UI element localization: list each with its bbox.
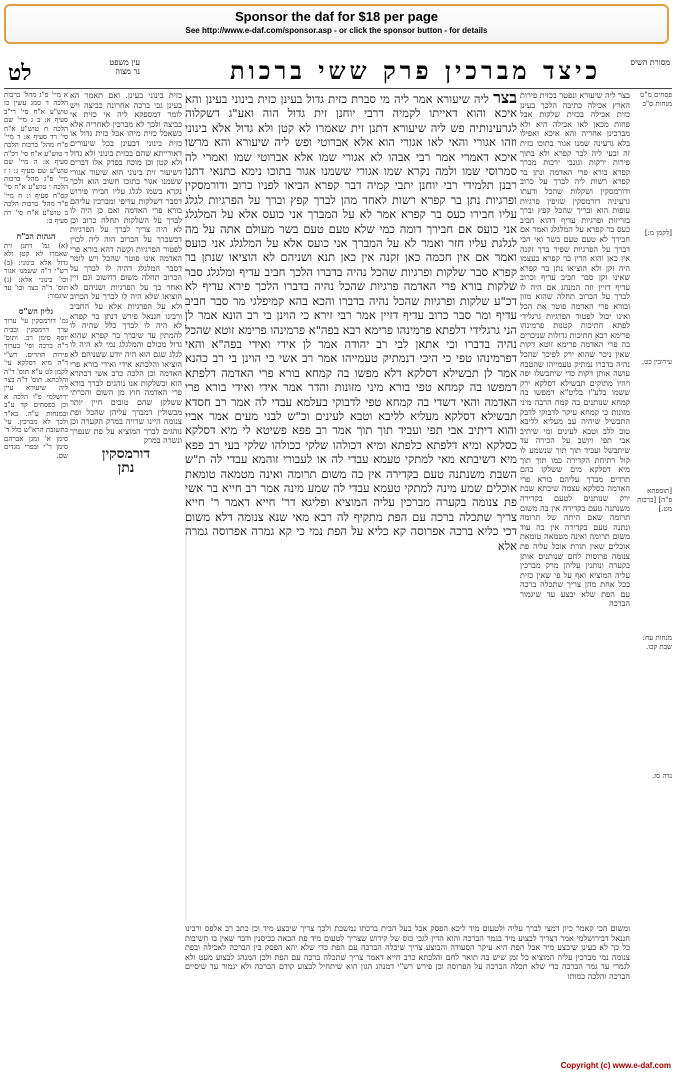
ein-mishpat-text: א מיי' פ"ג מהל' ברכות הלכה ד סמג עשין כז טוש"ע א"ח סי' רי"ב סעיף א: ב ג מיי' שם הלכה ח טוש"ע א"ח סי' רד סעיף א: ד מיי' פ"ח מהל' ברכות הלכה ד טוש"ע א"ח סי' רכ"ה סעיף א: ה מיי' שם טוש"ע שם סעיף ג: ו ז מיי' פ"ג מהל' ברכות הלכה י טוש"ע א"ח סי' קס"ח סעיף ו: ח מיי' פ"ד מהל' ברכות הלכה ב טוש"ע א"ח סי' רה סעיף ב: [4, 91, 68, 226]
bottom-commentary-text: ומשום הכי קאמר כיון דמצי לברך עליה ולטעום מיד ליכא הפסק אבל בעל הבית ברכתו נמשכת ולכך צריך שיבצע מיד וכן כתב רב אלפס ורבינו חננאל דבירושלמי אמר דצריך לבצוע מיד בגמר הברכה והוא הדין לגבי כוס של קידוש שצריך לטעום מיד פת הבאה בכיסנין ודבר שאין בו חשיבות כל כך לא בעינן שיבצע מיד אבל הפת היא עיקר הסעודה והבוצע צריך שיכלה הברכה עם הפת כדי שלא יהא הפסק בין הברכה לאכילה ובפת צנומה נמי מברכין עליה המוציא כל זמן שיש בה תואר לחם והלכתא כרב חייא דאמר צריך שתכלה ברכה עם הפת ולכן המנהג לבצוע מעט ולא לגמרי עד גמר הברכה כדי שלא תכלה הברכה על הפרוסה וכן פירש רש"י דמנהג הגון הוא שיתחיל לבצוע קודם הברכה ולא יגמור עד שיסיים הברכה והלכה כמותו [185, 924, 630, 981]
gemara-opening-word: בצר [493, 91, 517, 107]
margin-ref: נדה סז. [651, 772, 672, 780]
page-title: כיצד מברכין פרק ששי ברכות [230, 56, 602, 85]
sponsor-subtitle[interactable]: See http://www.e-daf.com/sponsor.asp - or click the sponsor button - for details [185, 26, 488, 35]
hagahot-habach-text: (א) גמ' דתנן זית שאמרו לא קטן ולא גדול אלא בינוני: (ב) רש"י ד"ה ששמנו אגור וכו' בינוני אלא: (ג) תוס' ד"ה בצר וכו' עד שיגמור: [4, 241, 68, 301]
gilyon-hashas-text: גמ' דורמסקין עי' ערוך ערך דרמסקין ובבית יוסף סימן רב. ותוס' ד"ה ברכה ופי' בערוך פירות ההרים. רש"י ד"ה מיא דסלקא עי' לקמן לט ע"א תוס' ד"ה והלכתא. תוס' ד"ה בצר ליה שיעורא עיין ירושלמי פ"ו הלכה א וכן בפסחים קד ע"ב ובמנחות ע"ה. בא"ד ולכך לא מברכין. עי' בתשובת הרא"ש כלל ד' סימן א' ומגן אברהם סימן ר"י ובפרי מגדים שם. [4, 317, 68, 460]
sponsor-banner[interactable] [4, 4, 669, 44]
leaf-number: לט [8, 60, 32, 86]
margin-ref: [תוספתא פ"ה] [ברכות מט.] [637, 487, 672, 513]
bottom-commentary [185, 924, 630, 1059]
dibur-hamatchil-natan: נתן [117, 459, 135, 476]
mesorat-hashas-label: מסורת השיס [630, 58, 670, 67]
margin-ref: פסחים מ"ט מנחות ס"ב [640, 91, 672, 108]
sponsor-title[interactable]: Sponsor the daf for $18 per page [235, 9, 438, 24]
side-notes-column [4, 91, 68, 1059]
header-divider [4, 88, 672, 89]
dibur-hamatchil-dormaskin: דורמסקין [101, 445, 151, 462]
margin-ref: מנחות עח: שבת קכו. [642, 634, 672, 651]
gilyon-hashas-title: גליון הש"ס [18, 305, 54, 316]
mesorat-hashas-column [632, 91, 672, 1059]
hagahot-habach-title: הגהות הב"ח [16, 230, 56, 241]
margin-ref: [לקמן מ:] [644, 229, 672, 237]
page-header [0, 54, 677, 88]
ein-mishpat-title: עין משפט [109, 58, 140, 67]
column-shadow [185, 91, 187, 921]
talmud-page [0, 54, 677, 1059]
ner-mitzva-title: נר מצוה [115, 67, 140, 76]
ein-mishpat-label [70, 58, 140, 76]
rashi-column [520, 91, 630, 921]
copyright-link[interactable]: Copyright (c) www.e-daf.com [560, 1061, 671, 1070]
gemara-text: ליה שיעורא אמר ליה מי סברת כזית גדול בעינן כזית בינוני בעינן והא איכא והוא דאייתו לקמיה דרבי יוחנן זית גדול הוה ואע"ג דשקלוה לגרעינותיה פש ליה שיעורא דתנן זית שאמרו לא קטן ולא גדול אלא בינוני וזהו אגורי והאי לאו אגורי הוא אלא אברוטי ופש ליה שיעורא והא מרשו איכא דאמרי אמר רבי אבהו לא אגורי שמו אלא אברוטי שמו ואמרי לה סמרוסי שמו ולמה נקרא שמו אגורי ששמנו אגור בתוכו נימא כתנאי דתנו רבנן תלמידי רבי יוחנן יתבי קמיה דבר קפרא הביאו לפניו כרוב ודורמסקין ופרגיות נתן בר קפרא רשות לאחד מהן לברך קפץ וברך על הפרגיות לגלג עליו חבירו כעס בר קפרא אמר לא על המברך אני כועס אלא על המלגלג אני כועס אם חבירך דומה כמי שלא טעם טעם בשר מעולם אתה על מה לגלגת עליו חזר ואמר לא על המברך אני כועס אלא על המלגלג אני כועס ואמר אם אין חכמה כאן זקנה אין כאן תנא ושניהם לא הוציאו שנתן בר קפרא סבר שלקות ופרגיות שהכל נהיה בדברו הלכך חביב עדיף ומלגלג סבר שלקות בורא פרי האדמה פרגיות שהכל נהיה בדברו הלכך פירא עדיף לא דכ"ע שלקות ופרגיות שהכל נהיה בדברו והכא בהא קמיפלגי מר סבר חביב עדיף ומר סבר כרוב עדיף דזיין אמר רבי זירא כי הוינן בי רב הונא אמר לן הני גרגלידי דלפתא פרמינהו פרימא רבא בפה"א פרמינהו פרימא זוטא שהכל נהיה בדברו וכי אתאן לבי רב יהודה אמר לן אידי ואידי בפה"א והאי דפרמינהו טפי כי היכי דנמתיק טעמייהו אמר רב אשי כי הוינן בי רב כהנא אמר לן תבשילא דסלקא דלא מפשו בה קמחא בורא פרי האדמה דלפתא דמפשו בה קמחא טפי בורא מיני מזונות והדר אמר אידי ואידי בורא פרי האדמה והאי דשדי בה קמחא טפי לדבוקי בעלמא עבדי לה אמר רב חסדא תבשילא דסלקא מעליא לליבא וטבא לעינים וכ"ש לבני מעים אמר אביי והוא דיתיב אבי תפי ועביד תוך תוך אמר רב פפא פשיטא לי מיא דסלקא כסלקא ומיא דלפתא כלפתא ומיא דכולהו שלקי ככולהו שלקי בעי רב פפא מיא דשיבתא מאי למתקי טעמא עבדי לה או לעבורי זוהמא עבדי לה ת"ש השבת משנתנה טעם בקדירה אין בה משום תרומה ואינה מטמאה טומאת אוכלים שמע מינה למתקי טעמא עבדי לה שמע מינה אמר רב חייא בר אשי פת צנומה בקערה מברכין עליה המוציא ופליגא דר' חייא דאמר ר' חייא צריך שתכלה ברכה עם הפת מתקיף לה רבא מאי שנא צנומה דלא משום דכי כליא ברכה אפרוסה קא כליא על הפת נמי כי קא גמרה אפרוסה גמרה אלא [185, 92, 517, 553]
margin-ref: עירובין כט. [641, 358, 672, 366]
tosafot-text: כזית בינוני בעינן. ואם תאמר הא בעינן גבי ברכה אחרונה כביצה ויש לומר דמספקא ליה אי כזית אי כביצה ולכך לא מברכין לאחריה אלא כשאכל כזית מיהו אכל כזית גדול או כזית בינוני דבעינן בכל שיעורים דאורייתא שהם בכזית בינוני ולא גדול ולא קטן וכן מוכח בפרק אלו דברים דשיעור זית בינוני הוא שיעור אגורי ששמנו אגור בתוכו חשוב הוא ולכך נקרא בשמו לגלג עליו חבירו פירוש דסבר דשלקות עדיפי ומברכין עליהם בורא פרי האדמה ואם כן היה לו לברך על השלקות תחלה כרוב וכן לא היה צריך לברך על הפרגיות דכשברך על הכרוב הוה ליה לכוין לפטור הפרגיות וקשה דהא בורא פרי האדמה אינו פוטר שהכל ויש לומר דסבר המלגלג דהיה לו לברך על הכרוב תחלה משום דחשוב וגם זיין ואחר כך על הפרגיות ושניהם לא הוציאו שלא היה לו לברך על הכרוב ולא על הפרגיות אלא על החביב ורבינו חננאל פירש דנתן בר קפרא לא היה לו לברך כלל שהיה לו להמתין עד שיברך בר קפרא שהוא גדול מכולם והמלגלג נמי לא היה לו לגלג שגם הוא היה יודע ששניהם לא הוציאו והלכתא אידי ואידי בורא פרי האדמה וכן הלכה כרב אשי דבתרא הוא ובשלקות אנו נוהגים לברך בורא פרי האדמה חוץ מן השום והכרתי ששלקן שהם טובים חיין יותר מבשולין דמברך עליהן שהכל ופת צנומה היינו שרויה במרק הקערה וכן נוהגים לברך המוציא על פת שנפרך ונשרה במרק [70, 91, 182, 446]
rashi-text: בצר ליה שיעורא ונפטר בכזית פירות הארץ אכילה כתיבה הלכך בעינן כזית אכילה בכזית שלקות אבל פחות מכאן לאו אכילה היא ולא מברכינן אחריה והא איכא ואפילו בלא גרעינה שמנו אגור בתוכו בזית זה ובעי ליה לבר קפרא ולא בתוך פירות ירקות וגונבי ירכות מברך קפרא בורא פרי האדמה ונתן בר קפרא רשות ליה לברך על כרוב ודורמסקין ושקלות שהכל ודעתו גרעיניה דורמסקין שזיפין פרגיות עופות הוא ובריך שהכל קפץ וברך בזריזות ופרגיות עדיף דהוא חביב כעס בר קפרא על המלגלג ואמר אם חבירך לא טעם טעם בשר ואי הכי דברך על הפרגיות שפיר ברך זקנה אין כאן והוא הדין בר קפרא בעצמו היה זקן ולא הוציאו נתן בר קפרא שאינו זקן סבר חביב עדיף וכרוב עדיף דזיין וזה המנהג אם היה לו לברך על הכרוב תחלה שהוא מזון ובורא פרי האדמה פוטר את הכל ואינו יכול לפטור הפרגיות גרגלידי לפתא חתיכות קטנות פרמינהו פרימא רבא חתיכות גדולות שניכרים בה פרי האדמה פרימא זוטא דקות שאין ניכר שהוא ירק לפיכך שהכל נהיה בדברו נמתיק טעמייהו שהטבח עושה אותן דקות כדי שיתבשלו יפה ויהיו מתוקים תבשילא דסלקא ירק ששמו בלע"ז בליט"א דמפשו בה קמחא שנותנים בה קמח הרבה מיני מזונות כי קמחא עיקר לדבוקי לדבק התבשיל שיהיה עב מעליא לליבא טוב ללב וטבא לעינים ומי שיתיב אבי תפי ויושב על הכירה עד שיתבשל ועביד תוך תוך שנשמע לו קול רתיחת הקדירה כמו תוך תוך מיא דסלקא מים ששלקו בהם תרדים מברך עליהם בורא פרי האדמה כסלקא עצמה שיבתא שבת ירק שנותנים לטעם בקדירה משנתנה טעם בקדירה אין בה משום תרומה שאם היתה של תרומה ונתנה טעם בקדירה אין בה עוד משום תרומה ואינה מטמאה טומאת אוכלים שאין תורת אוכל עליה פת צנומה פרוסות לחם שנותנים אותן בקערה ונותנין עליהן מרק מברכין עליה המוציא ואף על פי שאין כזית בכל אחת מהן צריך שתכלה ברכה עם הפת שלא יבצע עד שיגמור הברכה [520, 91, 630, 609]
tosafot-column [70, 91, 182, 1059]
gemara-column [185, 91, 517, 921]
